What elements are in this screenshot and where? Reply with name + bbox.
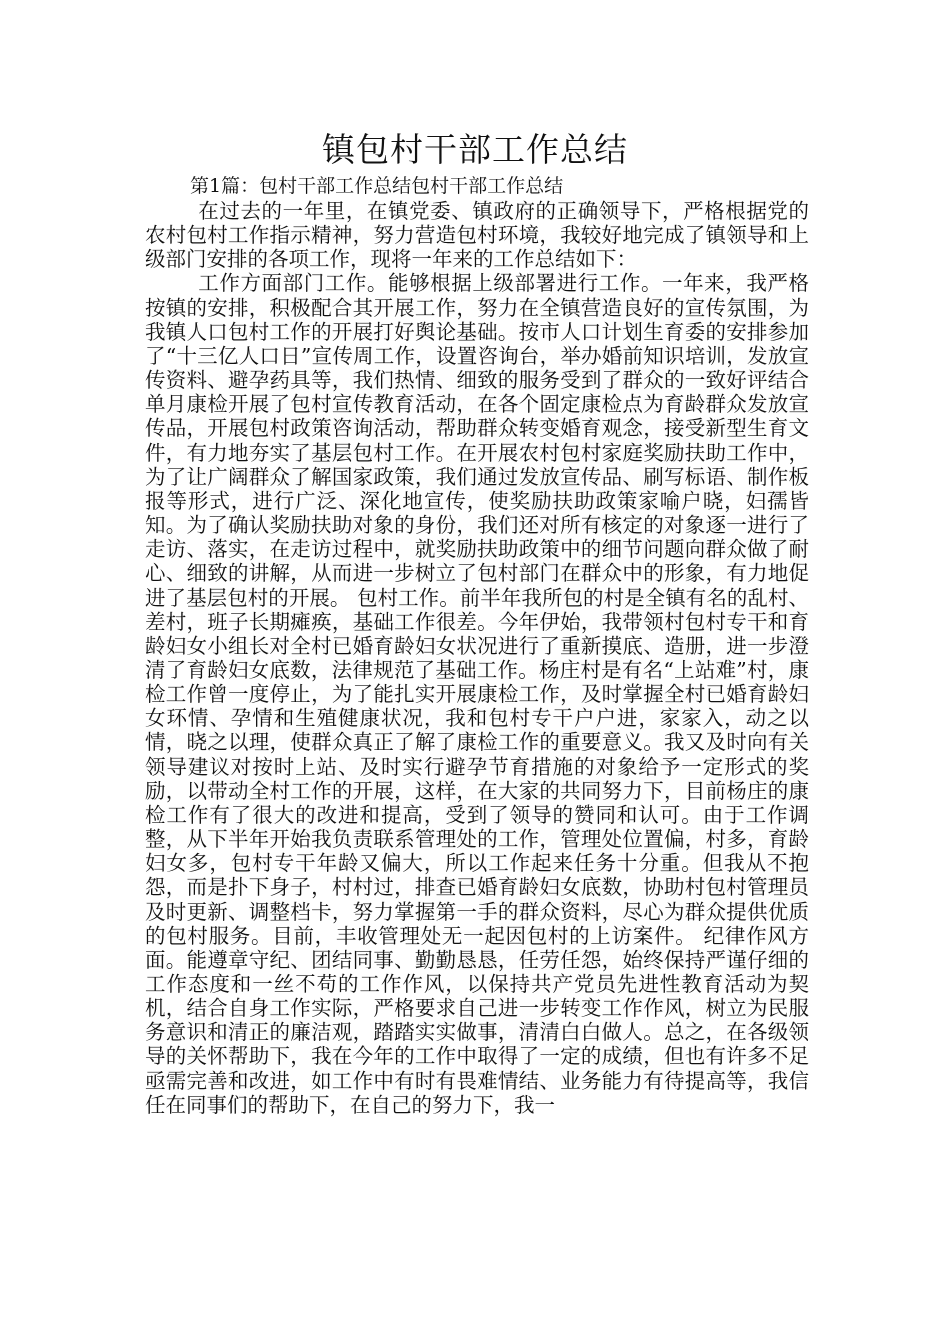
body-paragraph: 工作方面部门工作。能够根据上级部署进行工作。一年来，我严格按镇的安排，积极配合其开展工作，努力在全镇营造良好的宣传氛围，为我镇人口包村工作的开展打好舆论基础。按市人口计划生育委的安排参加了“十三亿人口日”宣传周工作，设置咨询台，举办婚前知识培训，发放宣传资料、避孕药具等，我们热情、细致的服务受到了群众的一致好评结合单月康检开展了包村宣传教育活动，在各个固定康检点为育龄群众发放宣传品，开展包村政策咨询活动，帮助群众转变婚育观念，接受新型生育文件，有力地夯实了基层包村工作。在开展农村包村家庭奖励扶助工作中，为了让广阔群众了解国家政策，我们通过发放宣传品、刷写标语、制作板报等形式，进行广泛、深化地宣传，使奖励扶助政策家喻户晓，妇孺皆知。为了确认奖励扶助对象的身份，我们还对所有核定的对象逐一进行了走访、落实，在走访过程中，就奖励扶助政策中的细节问题向群众做了耐心、细致的讲解，从而进一步树立了包村部门在群众中的形象，有力地促进了基层包村的开展。 包村工作。前半年我所包的村是全镇有名的乱村、差村，班子长期瘫痪，基础工作很差。今年伊始，我带领村包村专干和育龄妇女小组长对全村已婚育龄妇女状况进行了重新摸底、造册，进一步澄清了育龄妇女底数，法律规范了基础工作。杨庄村是有名“上站难”村，康检工作曾一度停止，为了能扎实开展康检工作，及时掌握全村已婚育龄妇女环情、孕情和生殖健康状况，我和包村专干户户进，家家入，动之以情，晓之以理，使群众真正了解了康检工作的重要意义。我又及时向有关领导建议对按时上站、及时实行避孕节育措施的对象给予一定形式的奖励，以带动全村工作的开展，这样，在大家的共同努力下，目前杨庄的康检工作有了很大的改进和提高，受到了领导的赞同和认可。由于工作调整，从下半年开始我负责联系管理处的工作，管理处位置偏，村多，育龄妇女多，包村专干年龄又偏大，所以工作起来任务十分重。但我从不抱怨，而是扑下身子，村村过，排查已婚育龄妇女底数，协助村包村管理员及时更新、调整档卡，努力掌握第一手的群众资料，尽心为群众提供优质的包村服务。目前，丰收管理处无一起因包村的上访案件。 纪律作风方面。能遵章守纪、团结同事、勤勤恳恳，任劳任怨，始终保持严谨仔细的工作态度和一丝不苟的工作作风，以保持共产党员先进性教育活动为契机，结合自身工作实际，严格要求自己进一步转变工作作风，树立为民服务意识和清正的廉洁观，踏踏实实做事，清清白白做人。总之，在各级领导的关怀帮助下，我在今年的工作中取得了一定的成绩，但也有许多不足亟需完善和改进，如工作中有时有畏难情结、业务能力有待提高等，我信任在同事们的帮助下，在自己的努力下，我一 [145,271,809,1117]
document-body [145,199,809,1117]
body-paragraph: 在过去的一年里，在镇党委、镇政府的正确领导下，严格根据党的农村包村工作指示精神，努力营造包村环境，我较好地完成了镇领导和上级部门安排的各项工作，现将一年来的工作总结如下： [145,199,809,272]
document-title: 镇包村干部工作总结 [322,130,628,169]
document-subtitle: 第1篇：包村干部工作总结包村干部工作总结 [190,175,564,197]
